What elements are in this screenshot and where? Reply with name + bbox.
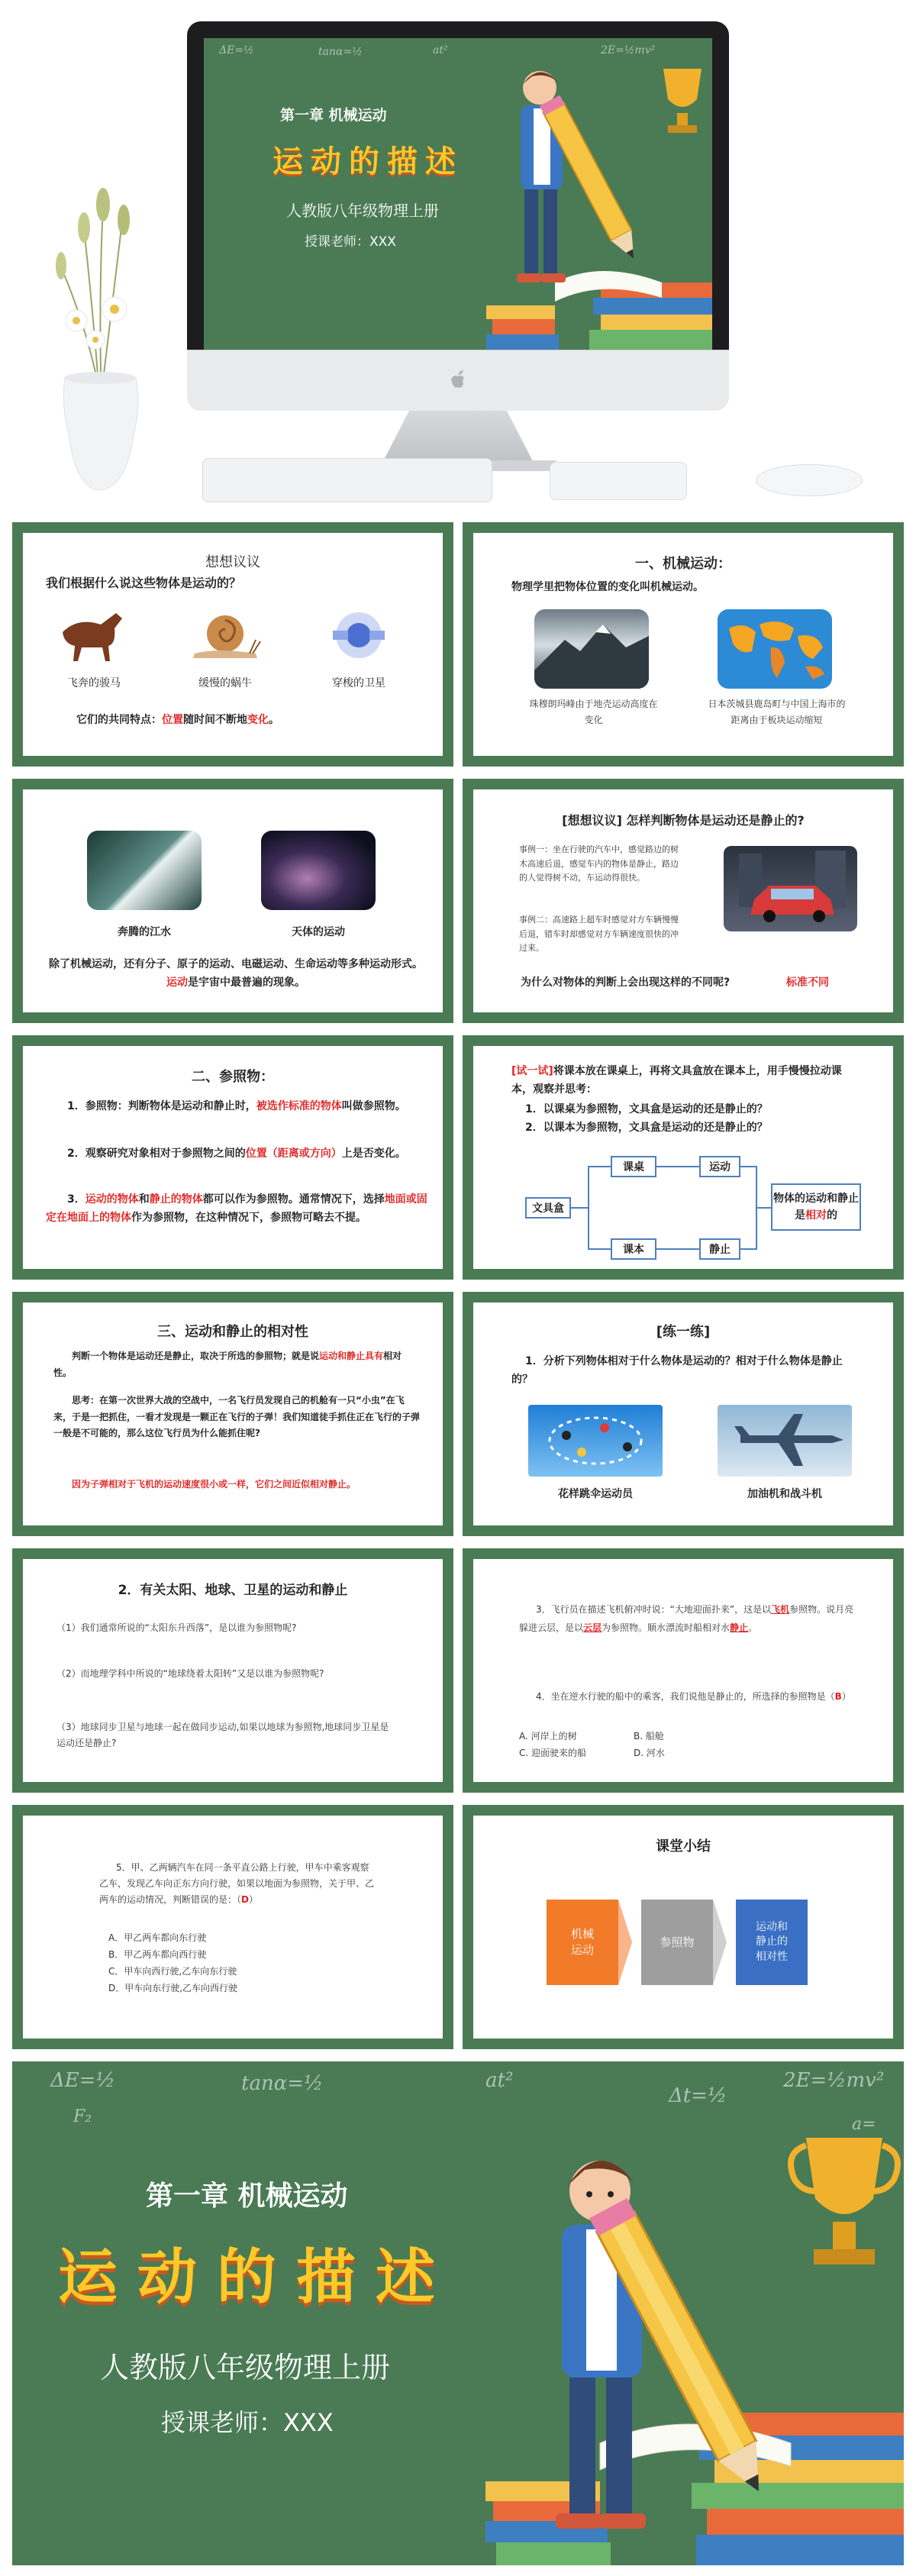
- snail-icon: [187, 609, 263, 663]
- question-item: （3）地球同步卫星与地球一起在做同步运动,如果以地球为参照物,地球同步卫星是运动还是静止?: [56, 1722, 389, 1748]
- experiment-intro: [511, 1063, 863, 1099]
- slide-relativity: [12, 1292, 453, 1536]
- photo-caption: 奔腾的江水: [118, 926, 171, 938]
- photo-caption: 日本茨城县鹿岛町与中国上海市的距离由于板块运动缩短: [708, 699, 846, 725]
- option-b: B．甲乙两车都向西行驶: [108, 1949, 207, 1960]
- option-a: A. 河岸上的树: [519, 1731, 577, 1742]
- slide-judge-motion: [463, 779, 904, 1023]
- chalk-formula: ΔE=½: [50, 2069, 115, 2092]
- text: 随时间不断地: [183, 714, 247, 726]
- highlight: 变化: [247, 714, 269, 726]
- text: 将课本放在课桌上，再将文具盒放在课本上，用手慢慢拉动课本，观察并思考：: [511, 1065, 842, 1096]
- highlight: 位置: [162, 714, 183, 726]
- question-one: 1．以课桌为参照物，文具盒是运动的还是静止的？: [525, 1103, 768, 1115]
- slide-title: [想想议议] 怎样判断物体是运动还是静止的?: [562, 813, 805, 828]
- slide-exercises-3-4: [463, 1548, 904, 1793]
- cover-subtitle: 人教版八年级物理上册: [286, 202, 439, 220]
- highlight: 运动的物体: [85, 1193, 139, 1206]
- relativity-def: [53, 1348, 420, 1381]
- connector: [756, 1207, 771, 1209]
- river-photo: [87, 831, 202, 910]
- apple-logo-icon: [449, 369, 467, 390]
- option-c: C．甲车向西行驶,乙车向东行驶: [108, 1966, 237, 1977]
- slide-question: 我们根据什么说这些物体是运动的？: [46, 576, 242, 590]
- text: 3．飞行员在描述飞机俯冲时说：“大地迎面扑来”，这是以: [536, 1604, 772, 1615]
- summary-box-reference: 参照物: [641, 1900, 713, 1985]
- slide-sun-earth-satellite: [12, 1548, 453, 1793]
- mountain-photo: [534, 609, 649, 689]
- option-c: C. 迎面驶来的船: [519, 1748, 587, 1758]
- cover-title: 运动的描述: [273, 144, 463, 179]
- text: 都可以作为参照物。通常情况下，选择: [202, 1193, 385, 1206]
- slide-exercise-5: [12, 1805, 453, 2049]
- text: ）: [248, 1894, 258, 1905]
- cover-chapter: 第一章 机械运动: [280, 107, 387, 124]
- chalk-formula: Δt=½: [669, 2084, 727, 2107]
- text: 4．坐在逆水行驶的船中的乘客，我们说他是静止的，所选择的参照物是（: [536, 1691, 835, 1702]
- text: 2．观察研究对象相对于参照物之间的: [67, 1148, 246, 1160]
- question-three: [519, 1600, 863, 1637]
- text: 和: [138, 1193, 150, 1206]
- slide-mechanical-motion: [463, 522, 904, 767]
- slide-title: 一、机械运动：: [635, 556, 731, 572]
- text: 叫做参照物。: [341, 1100, 406, 1112]
- connector: [588, 1166, 611, 1167]
- highlight: 静止的物体: [149, 1193, 203, 1206]
- point-three: [46, 1191, 427, 1228]
- answer: D: [241, 1894, 249, 1905]
- pilot-answer: 因为子弹相对于飞机的运动速度很小或一样，它们之间近似相对静止。: [72, 1479, 356, 1490]
- node-moving: 运动: [699, 1156, 740, 1177]
- highlight: 被选作标准的物体: [256, 1100, 342, 1112]
- mouse: [756, 464, 863, 496]
- chalk-formula: a=: [852, 2115, 876, 2134]
- chalk-formula: 2E=½mv²: [601, 44, 656, 56]
- slide-title: 三、运动和静止的相对性: [157, 1324, 308, 1340]
- text: 为参照物。顺水漂流时船相对水: [602, 1622, 731, 1633]
- student-pencil-illustration: [486, 53, 712, 351]
- summary-box-relativity: 运动和 静止的 相对性: [736, 1900, 808, 1985]
- highlight: 运动: [166, 976, 188, 989]
- text: 除了机械运动，还有分子、原子的运动、电磁运动、生命运动等多种运动形式。: [49, 958, 423, 970]
- question-two: 2．以课本为参照物，文具盒是运动的还是静止的？: [525, 1122, 768, 1134]
- option-d: D. 河水: [634, 1748, 665, 1758]
- slide-title: 课堂小结: [656, 1838, 711, 1855]
- imac-computer: [187, 21, 729, 479]
- node-conclusion: [771, 1183, 861, 1231]
- text: 的: [827, 1209, 837, 1222]
- arrow-connector: [713, 1900, 727, 1985]
- slide-try-it: [463, 1035, 904, 1280]
- text: 判断一个物体是运动还是静止，取决于所选的参照物；就是说: [72, 1351, 320, 1361]
- slide-think-discuss: [12, 522, 453, 767]
- chalk-formula: 2E=½mv²: [783, 2069, 885, 2092]
- text: 物体的运动和静止是: [773, 1192, 859, 1222]
- refuel-aircraft-photo: [718, 1405, 852, 1477]
- answer: 云层: [583, 1622, 602, 1633]
- horse-icon: [55, 602, 131, 663]
- text: 3．: [67, 1193, 85, 1206]
- skydivers-photo: [528, 1405, 663, 1477]
- chalk-formula: ΔE=½: [219, 44, 254, 56]
- text: 它们的共同特点：: [76, 714, 162, 726]
- connector: [588, 1248, 611, 1250]
- text: 作为参照物，在这种情况下，参照物可略去不提。: [131, 1211, 366, 1224]
- option-a: A．甲乙两车都向东行驶: [108, 1932, 207, 1943]
- satellite-icon: [328, 608, 389, 663]
- case-two: 事例二：高速路上超车时感觉对方车辆慢慢后退，错车时却感觉对方车辆速度很快的冲过来。: [519, 915, 679, 954]
- chalk-formula: F₂: [73, 2107, 92, 2126]
- slide-title: 二、参照物：: [192, 1069, 274, 1085]
- chalk-formula: at²: [433, 44, 448, 56]
- cover-teacher: 授课老师：XXX: [305, 234, 396, 250]
- practice-question: 1．分析下列物体相对于什么物体是运动的？相对于什么物体是静止的？: [511, 1355, 843, 1386]
- question-item: （2）而地理学科中所说的“地球绕着太阳转”又是以谁为参照物呢?: [56, 1668, 324, 1679]
- node-still: 静止: [699, 1238, 740, 1260]
- photo-caption: 天体的运动: [292, 926, 345, 938]
- cover-title: 运动的描述: [58, 2243, 456, 2312]
- pilot-story: 思考：在第一次世界大战的空战中，一名飞行员发现自己的机舱有一只“小虫”在飞来，于是一把抓住，一看才发现是一颗正在飞行的子弹！我们知道徒手抓住正在飞行的子弹一般是不可能的，那么这位飞行员为什么能抓住呢?: [53, 1395, 421, 1439]
- slide-motion-forms: [12, 779, 453, 1023]
- imac-screen: [204, 38, 712, 351]
- connector: [656, 1166, 699, 1167]
- cover-teacher: 授课老师：XXX: [161, 2408, 334, 2437]
- definition: 物理学里把物体位置的变化叫机械运动。: [511, 581, 704, 593]
- answer: 静止: [730, 1622, 749, 1633]
- chalk-formula: at²: [485, 2069, 514, 2092]
- photo-caption: 珠穆朗玛峰由于地壳运动高度在变化: [529, 699, 658, 725]
- connector: [588, 1166, 589, 1250]
- slide-title: 想想议议: [205, 554, 260, 570]
- chalk-formula: tanα=½: [241, 2072, 324, 2095]
- cover-chapter: 第一章 机械运动: [146, 2181, 348, 2212]
- slide-summary: [463, 1805, 904, 2049]
- imac-stand: [382, 411, 534, 464]
- common-feature: [76, 712, 279, 730]
- node-desk: 课桌: [611, 1156, 656, 1177]
- connector: [740, 1248, 756, 1250]
- item-caption: 飞奔的骏马: [67, 677, 121, 689]
- text: [772, 1190, 860, 1225]
- text: 相对性。: [53, 1351, 402, 1378]
- text: 1．参照物：判断物体是运动和静止时，: [67, 1100, 256, 1112]
- highlight: 位置（距离或方向）: [245, 1148, 342, 1160]
- question-four: [519, 1689, 863, 1705]
- text: 5．甲、乙两辆汽车在同一条平直公路上行驶，甲车中乘客观察乙车，发现乙车向正东方向行驶，如果以地面为参照物，关于甲、乙两车的运动情况，判断错误的是：（: [99, 1862, 375, 1905]
- galaxy-photo: [261, 831, 376, 910]
- screen-cover-slide: [204, 38, 712, 351]
- answer: B: [834, 1691, 842, 1702]
- world-map-image: [718, 609, 832, 689]
- option-d: D．甲车向东行驶,乙车向西行驶: [108, 1983, 238, 1993]
- street-taxi-photo: [724, 846, 857, 931]
- highlight: 地面或固定在地面上的物体: [46, 1193, 427, 1224]
- highlight: 相对: [805, 1209, 827, 1222]
- cover-slide: [12, 2061, 904, 2565]
- connector: [656, 1248, 699, 1250]
- question-item: （1）我们通常所说的“太阳东升西落”，是以谁为参照物呢?: [56, 1622, 297, 1633]
- connector: [571, 1207, 588, 1209]
- text: ）: [841, 1691, 851, 1702]
- photo-caption: 加油机和战斗机: [747, 1488, 822, 1500]
- slide-practice: [463, 1292, 904, 1536]
- summary-box-motion: 机械 运动: [547, 1900, 618, 1985]
- slide-reference-object: [12, 1035, 453, 1280]
- answer-text: 标准不同: [786, 976, 829, 989]
- chalk-formula: tanα=½: [318, 46, 363, 58]
- highlight: [试一试]: [511, 1065, 553, 1077]
- text: 是宇宙中最普遍的现象。: [188, 976, 305, 989]
- text: 。: [269, 714, 279, 726]
- student-pencil-illustration: [485, 2122, 904, 2565]
- point-two: [46, 1145, 427, 1164]
- slide-title: [练一练]: [656, 1324, 711, 1340]
- photo-caption: 花样跳伞运动员: [558, 1488, 633, 1500]
- point-one: [46, 1098, 427, 1116]
- trackpad: [550, 462, 687, 500]
- text: 。: [748, 1622, 758, 1633]
- highlight: 运动和静止具有: [319, 1351, 384, 1361]
- motion-forms-text: [49, 956, 423, 993]
- cover-subtitle: 人教版八年级物理上册: [100, 2351, 391, 2384]
- keyboard: [202, 458, 492, 502]
- text: 参照物。说月亮躲进云层，是以: [519, 1604, 854, 1633]
- connector: [740, 1166, 756, 1167]
- node-pencil-box: 文具盒: [525, 1197, 571, 1219]
- option-b: B. 船舱: [634, 1731, 664, 1742]
- text: 上是否变化。: [341, 1148, 406, 1160]
- slide-title: 2．有关太阳、地球、卫星的运动和静止: [118, 1583, 348, 1598]
- hero-mockup: [0, 0, 916, 519]
- flower-vase-decoration: [31, 176, 168, 496]
- item-caption: 缓慢的蜗牛: [198, 677, 252, 689]
- arrow-connector: [618, 1900, 632, 1985]
- question-five: [99, 1860, 374, 1908]
- item-caption: 穿梭的卫星: [332, 677, 385, 689]
- answer: 飞机: [771, 1604, 790, 1615]
- case-one: 事例一：坐在行驶的汽车中，感觉路边的树木高速后退，感觉车内的物体是静止，路边的人觉得树不动，车运动得很快。: [519, 844, 679, 883]
- node-book: 课本: [611, 1238, 656, 1260]
- why-question: 为什么对物体的判断上会出现这样的不同呢?: [521, 976, 731, 989]
